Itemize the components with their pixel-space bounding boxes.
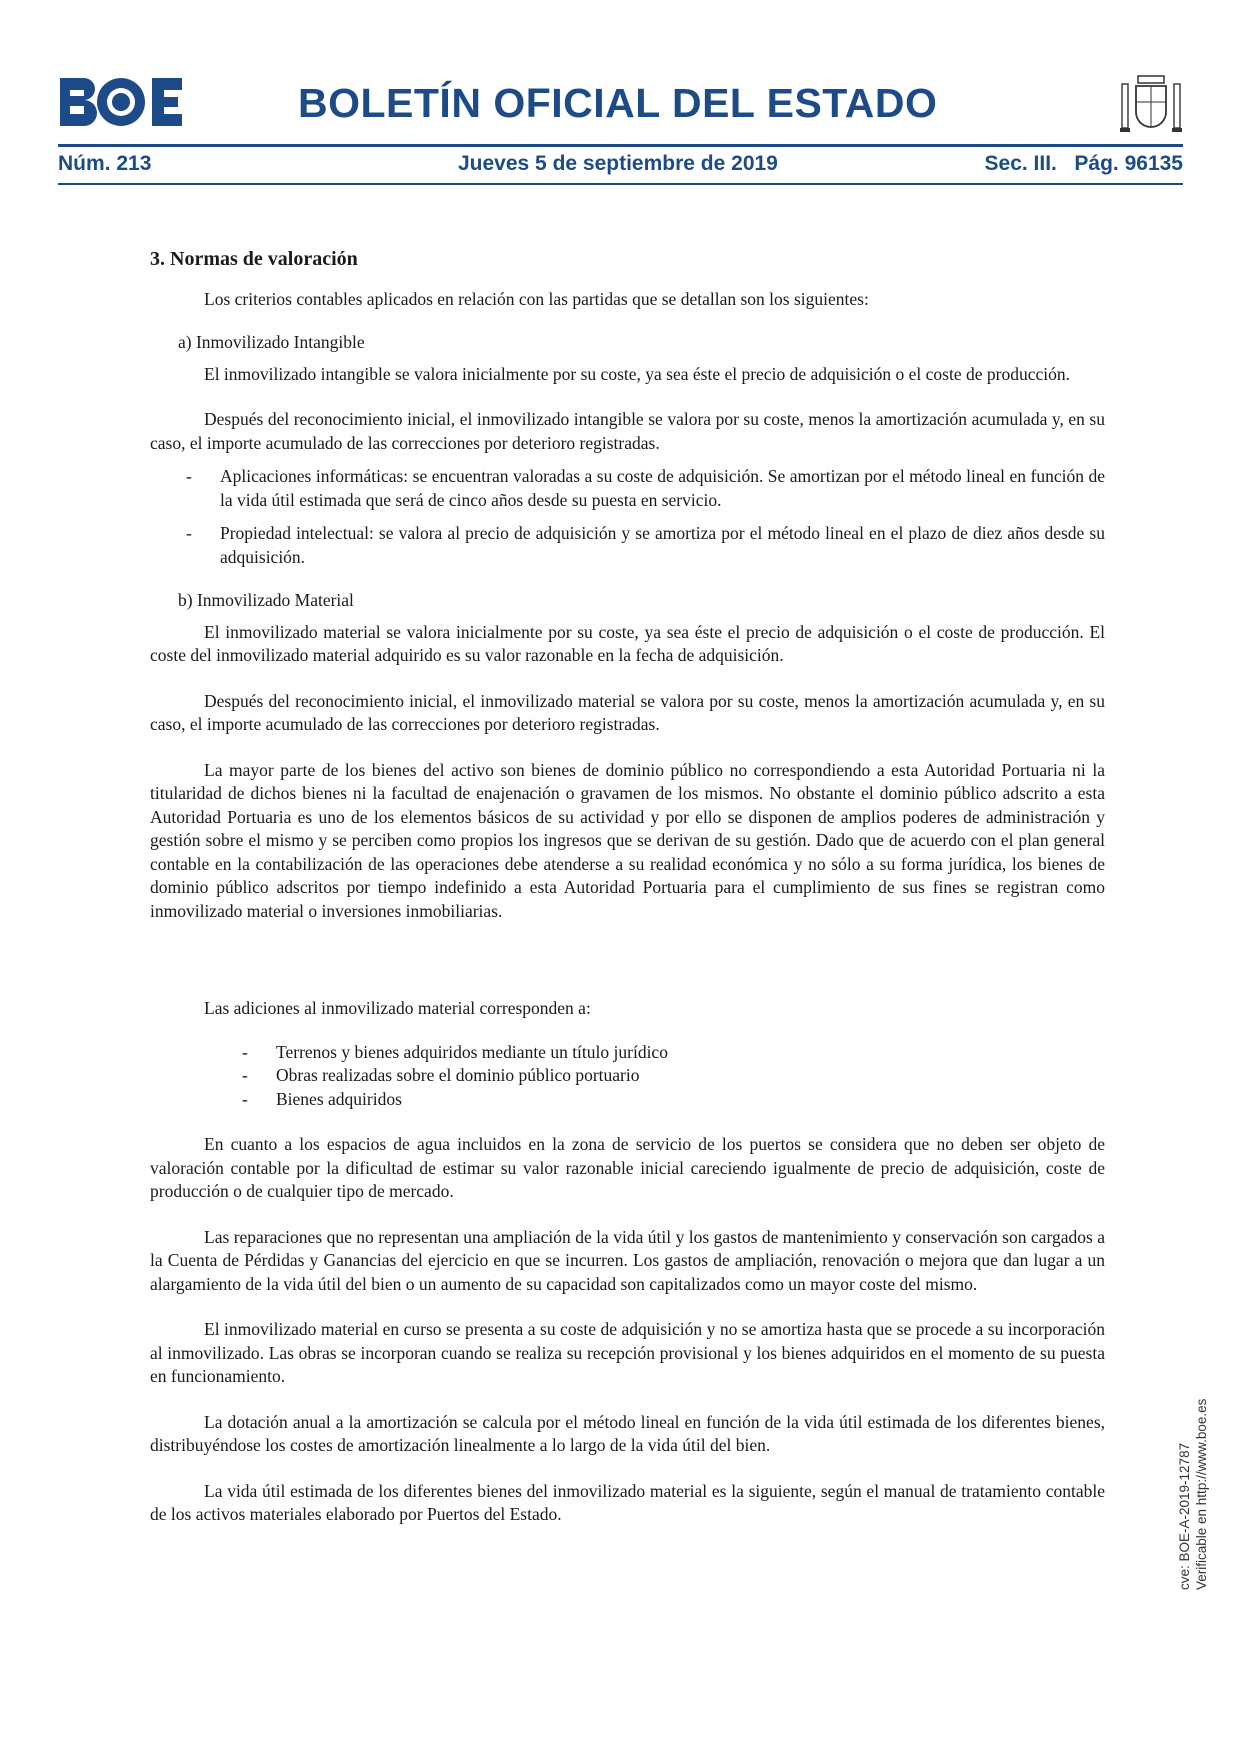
- list-item: [150, 1088, 1105, 1112]
- boe-logo: [58, 76, 184, 128]
- section-label: Sec. III.: [984, 152, 1057, 175]
- intro-paragraph: Los criterios contables aplicados en relación con las partidas que se detallan son los siguientes:: [204, 288, 869, 309]
- dash-mark: -: [242, 1041, 248, 1062]
- paragraph-water: En cuanto a los espacios de agua incluidos en la zona de servicio de los puertos se considera que no deben ser objeto de valoración contable por la dificultad de estimar su valor razonable inicial careciendo igualmente de precio de adquisición, coste de producción o de cualquier tipo de mercado.: [150, 1134, 1105, 1201]
- list-item-text: Bienes adquiridos: [276, 1088, 402, 1109]
- issue-number: Núm. 213: [58, 152, 152, 175]
- paragraph-a1: El inmovilizado intangible se valora inicialmente por su coste, ya sea éste el precio de adquisición o el coste de producción.: [204, 363, 1070, 384]
- list-item: [150, 465, 1105, 512]
- document-body: [150, 248, 1105, 1527]
- verification-note: [1176, 1399, 1210, 1590]
- paragraph-useful-life: La vida útil estimada de los diferentes bienes del inmovilizado material es la siguiente, según el manual de tratamiento contable de los activos materiales elaborado por Puertos del Estado.: [150, 1480, 1105, 1524]
- list-item-text: Propiedad intelectual: se valora al precio de adquisición y se amortiza por el método lineal en el plazo de diez años desde su adquisición.: [220, 523, 1105, 567]
- verification-link: Verificable en http://www.boe.es: [1194, 1398, 1209, 1590]
- paragraph-b3: La mayor parte de los bienes del activo son bienes de dominio público no correspondiendo a esta Autoridad Portuaria ni la titularidad de dichos bienes ni la facultad de enajenación o gravamen de los mismos. No obstante el dominio público adscrito a esta Autoridad Portuaria es uno de los elementos básicos de su actividad y por ello se disponen de amplios poderes de administración y gestión sobre el mismo y se perciben como propios los ingresos que se derivan de su gestión. Dado que de acuerdo con el plan general contable en la contabilización de las operaciones debe atenderse a su realidad económica y no sólo a su forma jurídica, los bienes de dominio público adscritos por tiempo indefinido a esta Autoridad Portuaria para el cumplimiento de sus fines se registran como inmovilizado material o inversiones inmobiliarias.: [150, 759, 1105, 921]
- paragraph-b1: El inmovilizado material se valora inicialmente por su coste, ya sea éste el precio de adquisición o el coste de producción. El coste del inmovilizado material adquirido es su valor razonable en la fecha de adquisición.: [150, 621, 1105, 665]
- section-heading: 3. Normas de valoración: [150, 248, 358, 270]
- section-page: [985, 152, 1183, 176]
- issue-date: Jueves 5 de septiembre de 2019: [458, 152, 778, 175]
- dash-mark: -: [242, 1088, 248, 1109]
- publication-title: BOLETÍN OFICIAL DEL ESTADO: [298, 80, 938, 126]
- subsection-title-a: a) Inmovilizado Intangible: [178, 332, 365, 352]
- header-rule-top: [58, 144, 1183, 147]
- dash-mark: -: [186, 523, 192, 543]
- page-header: [58, 72, 1183, 192]
- header-rule-bottom: [58, 183, 1183, 185]
- list-item: [150, 522, 1105, 569]
- cve-code: cve: BOE-A-2019-12787: [1177, 1442, 1192, 1590]
- list-item: [150, 1064, 1105, 1088]
- paragraph-in-progress: El inmovilizado material en curso se presenta a su coste de adquisición y no se amortiza hasta que se procede a su incorporación al inmovilizado. Las obras se incorporan cuando se realiza su recepción provisional y los bienes adquiridos en el momento de su puesta en funcionamiento.: [150, 1319, 1105, 1386]
- additions-intro: Las adiciones al inmovilizado material corresponden a:: [204, 998, 591, 1018]
- list-item-text: Obras realizadas sobre el dominio público portuario: [276, 1065, 640, 1085]
- paragraph-repairs: Las reparaciones que no representan una ampliación de la vida útil y los gastos de mantenimiento y conservación son cargados a la Cuenta de Pérdidas y Ganancias del ejercicio en que se incurren. Los gastos de ampliación, renovación o mejora que dan lugar a un alargamiento de la vida útil del bien o un aumento de su capacidad son capitalizados como un mayor coste del mismo.: [150, 1226, 1105, 1294]
- dash-mark: -: [242, 1065, 248, 1085]
- list-item-text: Terrenos y bienes adquiridos mediante un título jurídico: [276, 1041, 668, 1062]
- paragraph-depreciation: La dotación anual a la amortización se calcula por el método lineal en función de la vida útil estimada de los diferentes bienes, distribuyéndose los costes de amortización linealmente a lo largo de la vida útil del bien.: [150, 1411, 1105, 1455]
- dash-mark: -: [186, 466, 192, 486]
- page-number: Pág. 96135: [1074, 152, 1183, 175]
- coat-of-arms-icon: [1118, 72, 1184, 136]
- paragraph-a2: Después del reconocimiento inicial, el inmovilizado intangible se valora por su coste, menos la amortización acumulada y, en su caso, el importe acumulado de las correcciones por deterioro registradas.: [150, 409, 1105, 453]
- list-item-text: Aplicaciones informáticas: se encuentran valoradas a su coste de adquisición. Se amortizan por el método lineal en función de la vida útil estimada que será de cinco años desde su puesta en servicio.: [220, 466, 1105, 510]
- paragraph-b2: Después del reconocimiento inicial, el inmovilizado material se valora por su coste, menos la amortización acumulada y, en su caso, el importe acumulado de las correcciones por deterioro registradas.: [150, 690, 1105, 734]
- additions-list: [150, 1041, 1105, 1112]
- list-item: [150, 1041, 1105, 1065]
- subsection-title-b: b) Inmovilizado Material: [178, 590, 354, 610]
- intangible-list: [150, 465, 1105, 569]
